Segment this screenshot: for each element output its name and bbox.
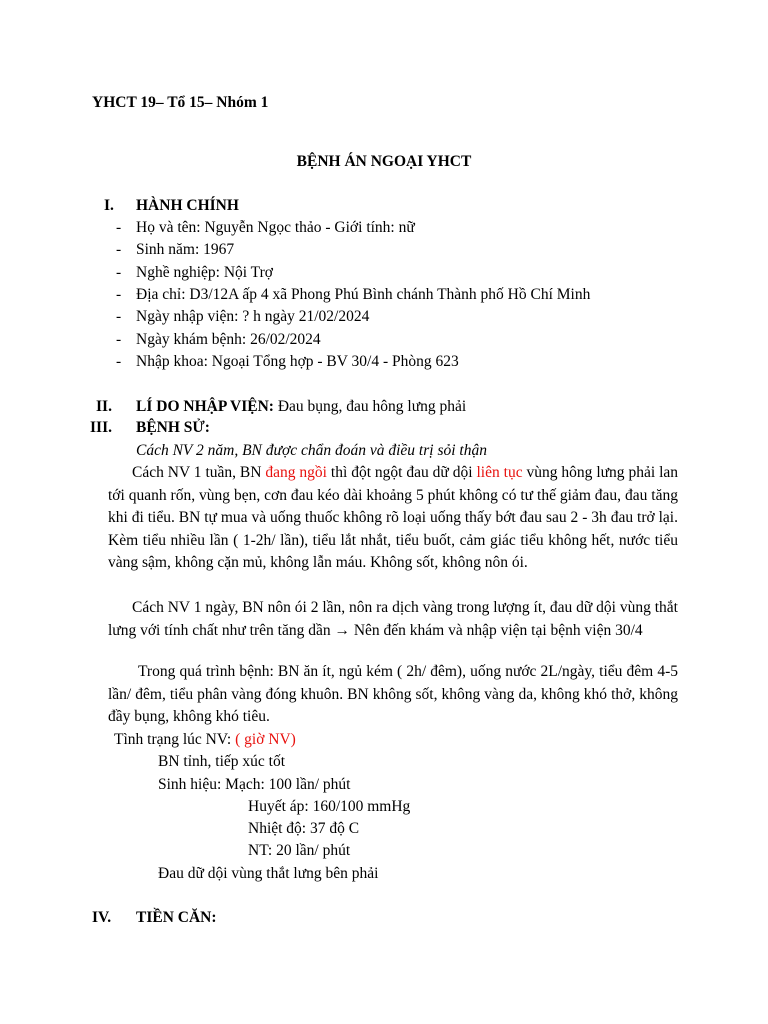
history-paragraph-2: Cách NV 1 ngày, BN nôn ói 2 lần, nôn ra dịch vàng trong lượng ít, đau dữ dội vùng thắt lưng với tính chất như trên tăng dần → Nên đến khám và nhập viện tại bệnh viện 30/4 <box>108 599 678 639</box>
paragraph-text: vùng hông lưng phải lan tới quanh rốn, vùng bẹn, cơn đau kéo dài khoảng 5 phút không có tư thế giảm đau, đau tăng khi đi tiểu. BN tự mua và uống thuốc không rõ loại uống thấy bớt đau sau 2 - 3h đau trở lại. Kèm tiểu nhiều lần ( 1-2h/ lần), tiểu lắt nhắt, tiểu buốt, cảm giác tiểu không hết, nước tiểu vàng sậm, không cặn mủ, không lẫn máu. Không sốt, không nôn ói. <box>108 464 679 571</box>
list-item-exam-date: Ngày khám bệnh: 26/02/2024 <box>136 331 321 348</box>
document-title: BỆNH ÁN NGOẠI YHCT <box>296 153 472 170</box>
list-item-birth-year: Sinh năm: 1967 <box>136 241 235 258</box>
section-2-heading: LÍ DO NHẬP VIỆN: <box>136 398 274 415</box>
admission-time-note: ( giờ NV) <box>235 731 296 748</box>
paragraph-text: thì đột ngột đau dữ dội <box>327 464 477 481</box>
admission-status-label: Tình trạng lúc NV: <box>114 731 236 748</box>
vital-signs-pulse: Sinh hiệu: Mạch: 100 lần/ phút <box>158 776 351 793</box>
history-paragraph-1 <box>108 462 678 575</box>
section-3-heading: BỆNH SỬ: <box>136 419 210 436</box>
history-italic-line: Cách NV 2 năm, BN được chẩn đoán và điều trị sỏi thận <box>136 442 487 459</box>
admission-status-line <box>114 729 296 752</box>
list-bullet: - <box>116 353 122 370</box>
status-consciousness: BN tỉnh, tiếp xúc tốt <box>158 753 286 770</box>
list-bullet: - <box>116 264 122 281</box>
section-2-line <box>136 396 466 419</box>
list-bullet: - <box>116 331 122 348</box>
section-4-heading: TIỀN CĂN: <box>136 909 217 926</box>
admission-reason: Đau bụng, đau hông lưng phải <box>273 398 467 415</box>
list-item-address: Địa chỉ: D3/12A ấp 4 xã Phong Phú Bình chánh Thành phố Hồ Chí Minh <box>136 286 591 303</box>
highlight-sitting: đang ngồi <box>265 464 327 481</box>
list-item-department: Nhập khoa: Ngoại Tổng hợp - BV 30/4 - Phòng 623 <box>136 353 459 370</box>
section-2-number: II. <box>96 398 112 415</box>
section-1-heading: HÀNH CHÍNH <box>136 197 239 214</box>
paragraph-text: Cách NV 1 tuần, BN <box>132 464 266 481</box>
document-header: YHCT 19– Tổ 15– Nhóm 1 <box>92 94 269 111</box>
vital-signs-respiration: NT: 20 lần/ phút <box>248 842 351 859</box>
list-item-admission-date: Ngày nhập viện: ? h ngày 21/02/2024 <box>136 308 370 325</box>
section-4-number: IV. <box>92 909 112 926</box>
section-1-number: I. <box>104 197 114 214</box>
history-paragraph-3: Trong quá trình bệnh: BN ăn ít, ngủ kém ( 2h/ đêm), uống nước 2L/ngày, tiểu đêm 4-5 lần/ đêm, tiểu phân vàng đóng khuôn. BN không sốt, không vàng da, không khó thở, không đầy bụng, không khó tiêu. <box>108 663 678 725</box>
section-3-number: III. <box>90 419 112 436</box>
status-pain: Đau dữ dội vùng thắt lưng bên phải <box>158 865 379 882</box>
highlight-continuous: liên tục <box>476 464 523 481</box>
list-bullet: - <box>116 241 122 258</box>
list-bullet: - <box>116 219 122 236</box>
list-bullet: - <box>116 286 122 303</box>
list-bullet: - <box>116 308 122 325</box>
vital-signs-temperature: Nhiệt độ: 37 độ C <box>248 820 360 837</box>
list-item-occupation: Nghề nghiệp: Nội Trợ <box>136 264 273 281</box>
list-item-name-gender: Họ và tên: Nguyễn Ngọc thảo - Giới tính: nữ <box>136 219 415 236</box>
vital-signs-blood-pressure: Huyết áp: 160/100 mmHg <box>248 798 411 815</box>
